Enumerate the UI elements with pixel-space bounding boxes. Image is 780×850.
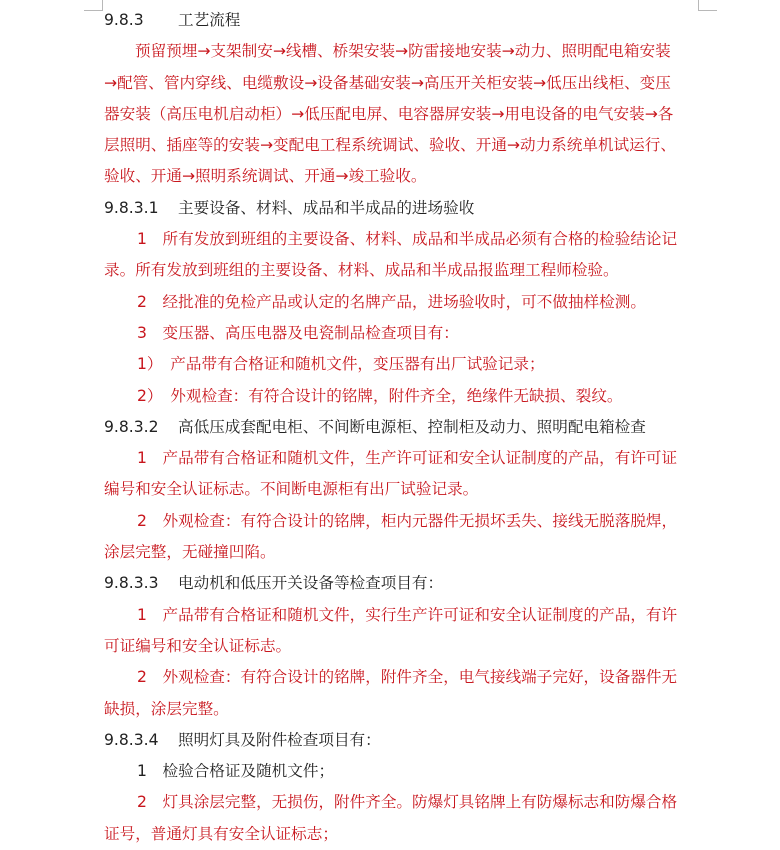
subsection-heading — [104, 193, 700, 224]
subsection-title: 照明灯具及附件检查项目有： — [178, 730, 381, 749]
section-number: 9.8.3 — [104, 11, 144, 29]
margin-corner-mark-left — [84, 0, 103, 11]
paragraph-line: 3 变压器、高压电器及电瓷制品检查项目有： — [137, 323, 459, 342]
paragraph-line: 2 灯具涂层完整，无损伤，附件齐全。防爆灯具铭牌上有防爆标志和防爆合格 — [137, 793, 678, 812]
subsection-heading — [104, 725, 700, 756]
paragraph-line: 2 外观检查：有符合设计的铭牌，柜内元器件无损坏丢失、接线无脱落脱焊， — [137, 511, 678, 530]
subsection-heading — [104, 568, 700, 599]
subsection-number: 9.8.3.2 — [104, 417, 159, 436]
subsection-title: 高低压成套配电柜、不间断电源柜、控制柜及动力、照明配电箱检查 — [178, 417, 646, 436]
process-flow-line: 层照明、插座等的安装→变配电工程系统调试、验收、开通→动力系统单机试运行、 — [104, 136, 676, 155]
process-flow-line: 验收、开通→照明系统调试、开通→竣工验收。 — [104, 167, 427, 186]
paragraph-line: 证号，普通灯具有安全认证标志； — [104, 824, 338, 843]
paragraph-line: 2 经批准的免检产品或认定的名牌产品，进场验收时，可不做抽样检测。 — [137, 292, 646, 311]
paragraph-line: 1 所有发放到班组的主要设备、材料、成品和半成品必须有合格的检验结论记 — [137, 230, 678, 249]
section-title: 工艺流程 — [178, 11, 241, 29]
process-flow-line: 预留预埋→支架制安→线槽、桥架安装→防雷接地安装→动力、照明配电箱安装 — [135, 42, 671, 61]
paragraph-line: 2 外观检查：有符合设计的铭牌，附件齐全，电气接线端子完好，设备器件无 — [137, 668, 678, 687]
process-flow-line: →配管、管内穿线、电缆敷设→设备基础安装→高压开关柜安装→低压出线柜、变压 — [104, 73, 671, 92]
list-item: 1） 产品带有合格证和随机文件，变压器有出厂试验记录； — [137, 355, 545, 374]
subsection-title: 主要设备、材料、成品和半成品的进场验收 — [178, 198, 475, 217]
section-heading — [104, 5, 700, 36]
margin-corner-mark-right — [698, 0, 717, 11]
process-flow-line: 器安装（高压电机启动柜）→低压配电屏、电容器屏安装→用电设备的电气安装→各 — [104, 104, 674, 123]
subsection-title: 电动机和低压开关设备等检查项目有： — [178, 574, 444, 593]
document-body — [104, 5, 700, 850]
paragraph-line: 涂层完整，无碰撞凹陷。 — [104, 543, 276, 562]
paragraph-line: 1 产品带有合格证和随机文件，生产许可证和安全认证制度的产品，有许可证 — [137, 449, 678, 468]
subsection-number: 9.8.3.4 — [104, 730, 159, 749]
paragraph-line: 录。所有发放到班组的主要设备、材料、成品和半成品报监理工程师检验。 — [104, 261, 619, 280]
subsection-number: 9.8.3.3 — [104, 574, 159, 593]
list-item: 2） 外观检查：有符合设计的铭牌，附件齐全，绝缘件无缺损、裂纹。 — [137, 386, 623, 405]
paragraph-line: 1 检验合格证及随机文件； — [137, 762, 335, 781]
paragraph-line: 缺损，涂层完整。 — [104, 699, 229, 718]
paragraph-line: 可证编号和安全认证标志。 — [104, 636, 292, 655]
subsection-number: 9.8.3.1 — [104, 198, 159, 217]
paragraph-line: 1 产品带有合格证和随机文件，实行生产许可证和安全认证制度的产品，有许 — [137, 605, 678, 624]
paragraph-line: 编号和安全认证标志。不间断电源柜有出厂试验记录。 — [104, 480, 479, 499]
subsection-heading — [104, 412, 700, 443]
